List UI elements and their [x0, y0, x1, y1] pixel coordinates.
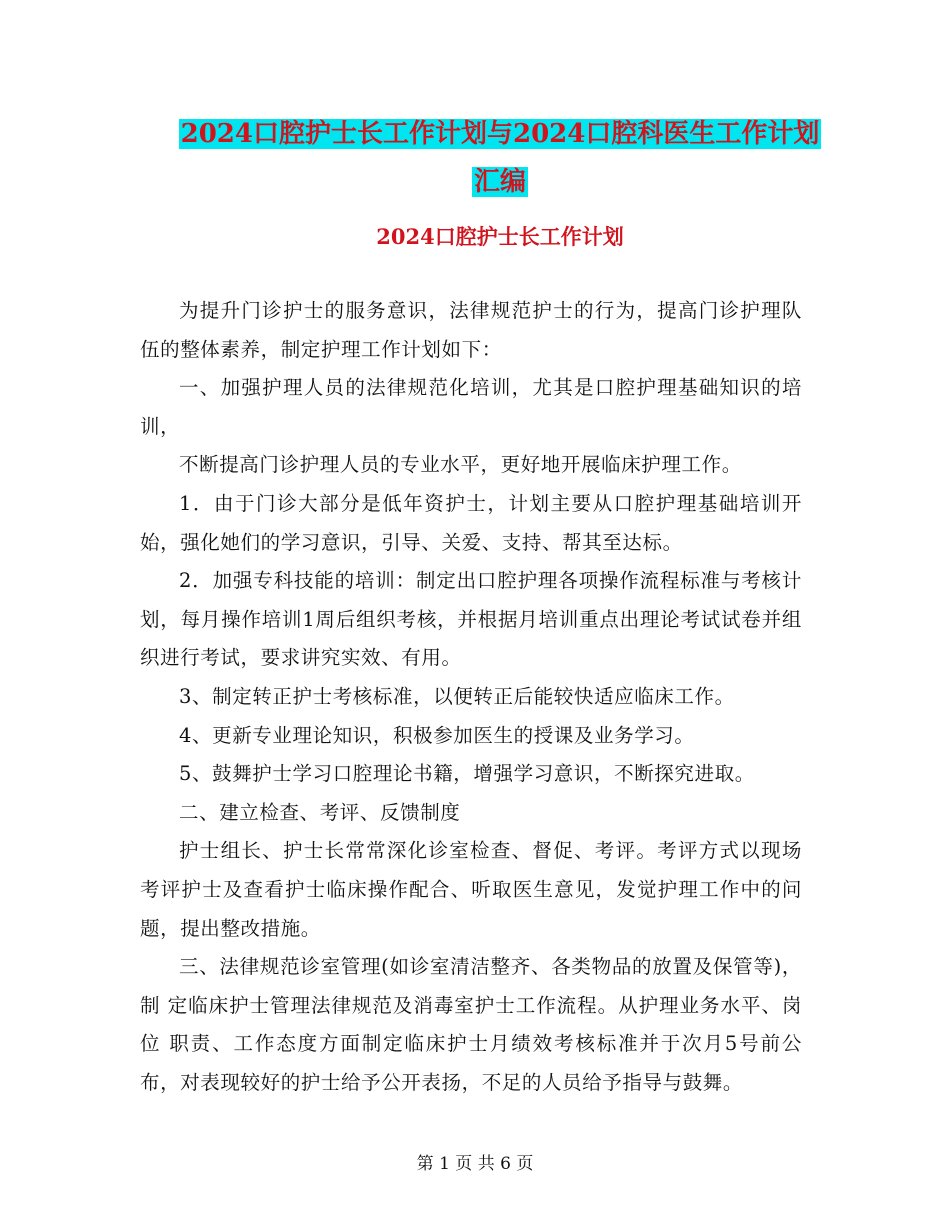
- document-title: [140, 110, 860, 206]
- paragraph-item-1: 1．由于门诊大部分是低年资护士，计划主要从口腔护理基础培训开始，强化她们的学习意识，引导、关爱、支持、帮其至达标。: [140, 491, 802, 554]
- paragraph-item-4: 4、更新专业理论知识，积极参加医生的授课及业务学习。: [179, 723, 695, 747]
- paragraph-intro: 为提升门诊护士的服务意识，法律规范护士的行为，提高门诊护理队伍的整体素养，制定护理工作计划如下：: [140, 299, 802, 361]
- paragraph-section-1-cont: 不断提高门诊护理人员的专业水平，更好地开展临床护理工作。: [179, 453, 742, 477]
- paragraph-section-2: 二、建立检查、考评、反馈制度: [179, 800, 461, 824]
- paragraph-section-2-body: 护士组长、护士长常常深化诊室检查、督促、考评。考评方式以现场考评护士及查看护士临床操作配合、听取医生意见，发觉护理工作中的问题，提出整改措施。: [140, 839, 802, 940]
- section-title: 2024口腔护士长工作计划: [376, 224, 624, 249]
- paragraph-item-3: 3、制定转正护士考核标准，以便转正后能较快适应临床工作。: [179, 684, 735, 708]
- paragraph-section-3: 三、法律规范诊室管理(如诊室清洁整齐、各类物品的放置及保管等)，制 定临床护士管理法律规范及消毒室护士工作流程。从护理业务水平、岗位 职责、工作态度方面制定临床护士月绩效考核标准并于次月5号前公 布，对表现较好的护士给予公开表扬，不足的人员给予指导与鼓舞。: [140, 955, 802, 1094]
- paragraph-item-2: 2．加强专科技能的培训：制定出口腔护理各项操作流程标准与考核计划，每月操作培训1周后组织考核，并根据月培训重点出理论考试试卷并组织进行考试，要求讲究实效、有用。: [140, 569, 802, 670]
- document-title-line2: 汇编: [473, 167, 526, 197]
- document-body: [140, 292, 802, 1102]
- paragraph-section-1: 一、加强护理人员的法律规范化培训，尤其是口腔护理基础知识的培训，: [140, 376, 802, 438]
- paragraph-item-5: 5、鼓舞护士学习口腔理论书籍，增强学习意识，不断探究进取。: [179, 762, 755, 786]
- document-title-line1: 2024口腔护士长工作计划与2024口腔科医生工作计划: [180, 119, 820, 149]
- page-footer: 第 1 页 共 6 页: [416, 1154, 534, 1174]
